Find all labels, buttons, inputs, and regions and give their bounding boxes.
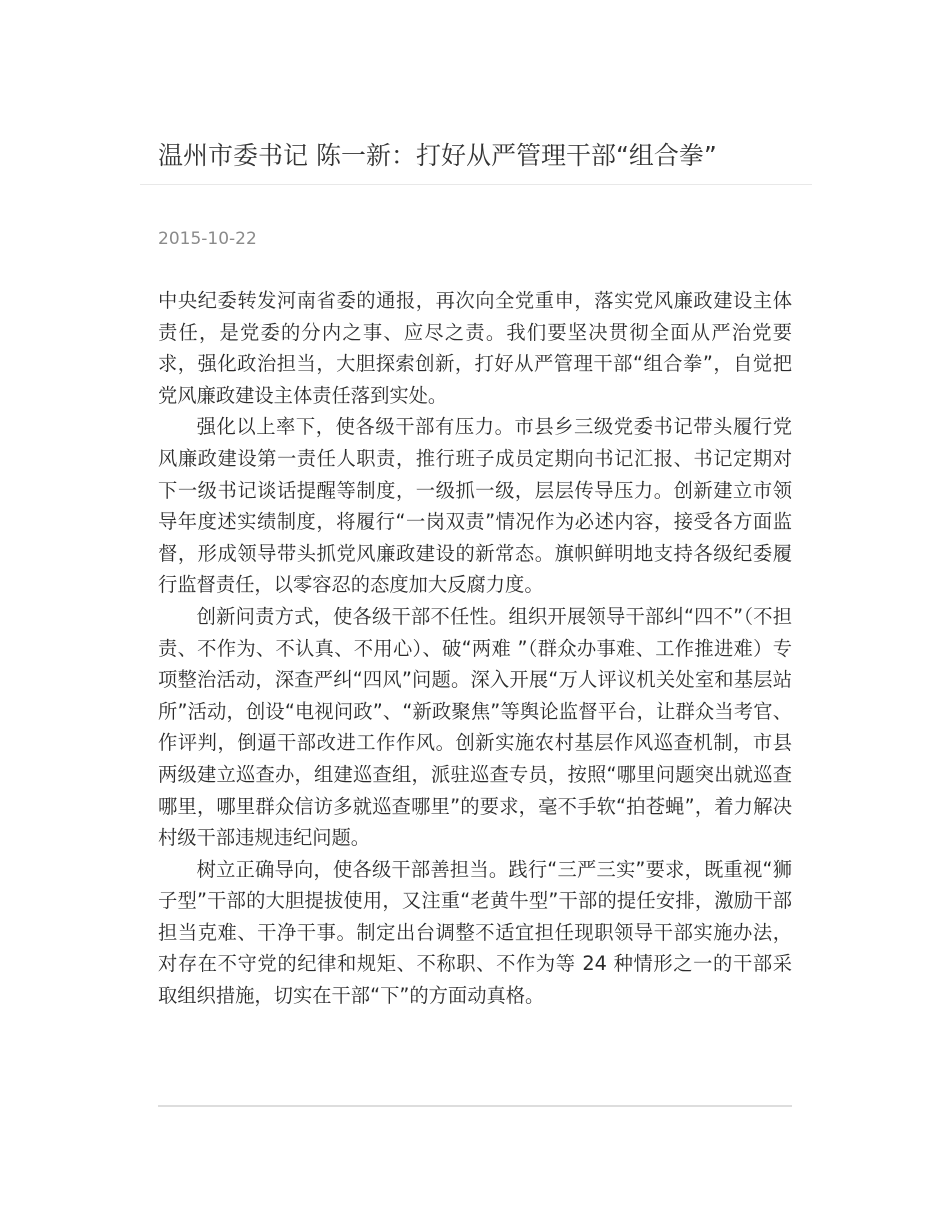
footer-divider (158, 1105, 792, 1107)
paragraph-intro: 中央纪委转发河南省委的通报，再次向全党重申，落实党风廉政建设主体责任，是党委的分内之事、应尽之责。我们要坚决贯彻全面从严治党要求，强化政治担当，大胆探索创新，打好从严管理干部“组合拳”，自觉把党风廉政建设主体责任落到实处。 (158, 289, 792, 407)
article-title: 温州市委书记 陈一新：打好从严管理干部“组合拳” (158, 141, 717, 170)
publish-date: 2015-10-22 (158, 229, 257, 249)
paragraph-guidance: 树立正确导向，使各级干部善担当。践行“三严三实”要求，既重视“狮子型”干部的大胆提拔使用，又注重“老黄牛型”干部的提任安排，激励干部担当克难、干净干事。制定出台调整不适宜担任现职领导干部实施办法，对存在不守党的纪律和规矩、不称职、不作为等 24 种情形之一的干部采取组织措施，切实在干部“下”的方面动真格。 (158, 857, 792, 1008)
title-divider (140, 184, 812, 185)
paragraph-pressure: 强化以上率下，使各级干部有压力。市县乡三级党委书记带头履行党风廉政建设第一责任人职责，推行班子成员定期向书记汇报、书记定期对下一级书记谈话提醒等制度，一级抓一级，层层传导压力。创新建立市领导年度述实绩制度，将履行“一岗双责”情况作为必述内容，接受各方面监督，形成领导带头抓党风廉政建设的新常态。旗帜鲜明地支持各级纪委履行监督责任，以零容忍的态度加大反腐力度。 (158, 415, 792, 597)
paragraph-accountability: 创新问责方式，使各级干部不任性。组织开展领导干部纠“四不”（不担责、不作为、不认真、不用心）、破“两难 ”（群众办事难、工作推进难）专项整治活动，深查严纠“四风”问题。深入开展“万人评议机关处室和基层站所”活动，创设“电视问政”、“新政聚焦”等舆论监督平台，让群众当考官、作评判，倒逼干部改进工作作风。创新实施农村基层作风巡查机制，市县两级建立巡查办，组建巡查组，派驻巡查专员，按照“哪里问题突出就巡查哪里，哪里群众信访多就巡查哪里”的要求，毫不手软“拍苍蝇”，着力解决村级干部违规违纪问题。 (158, 604, 792, 850)
article-body (158, 285, 792, 1012)
